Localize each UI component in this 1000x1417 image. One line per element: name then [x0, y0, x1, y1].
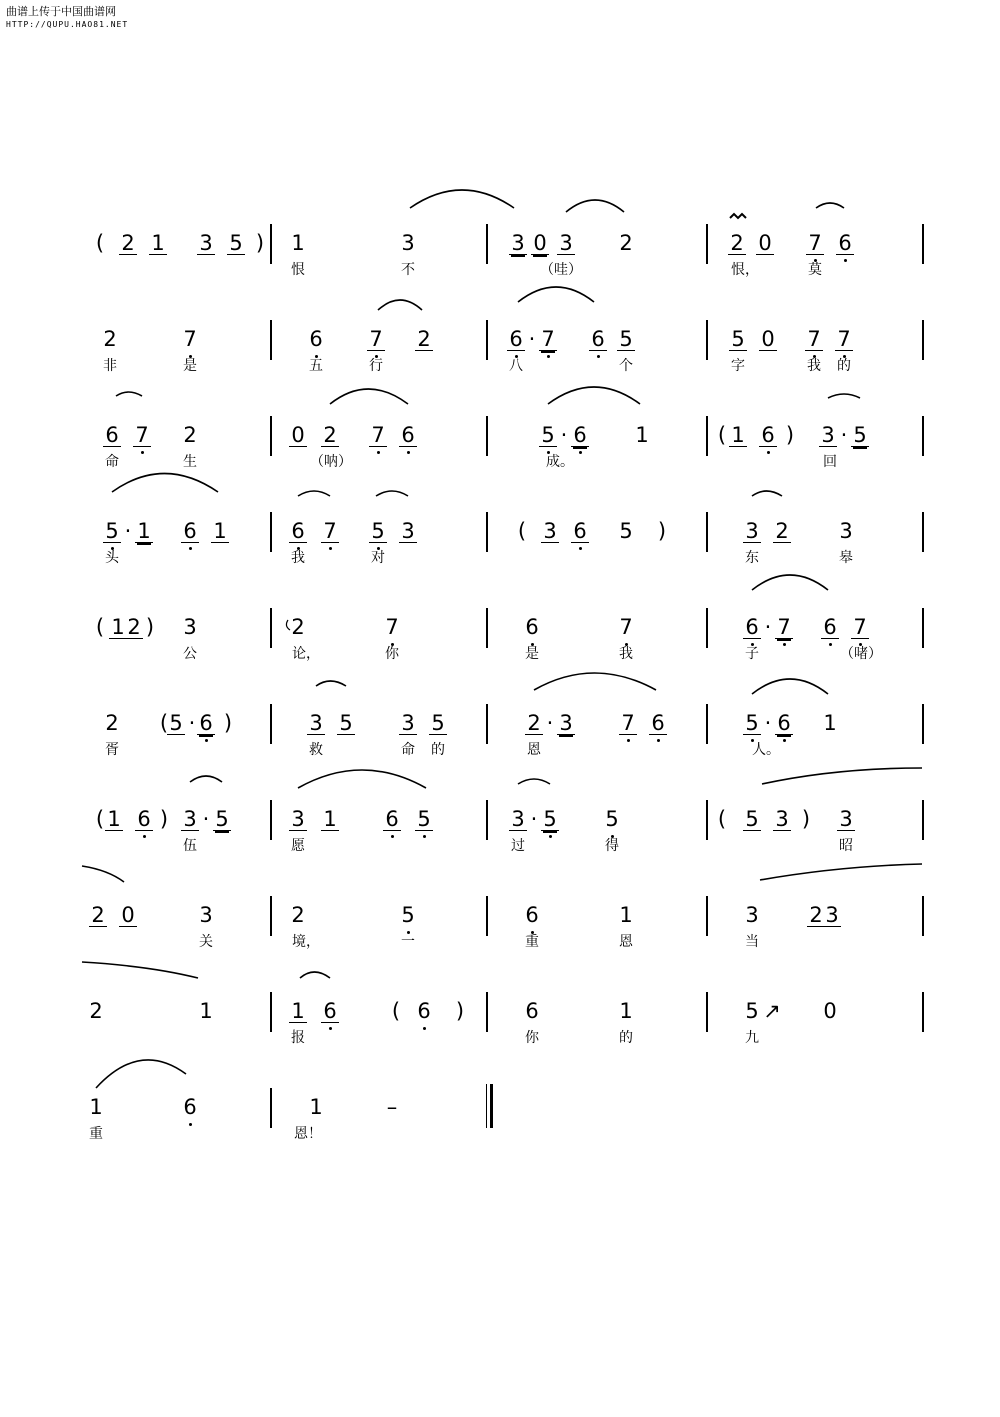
bar-line: [270, 224, 272, 264]
bar-line: [706, 416, 708, 456]
bar-line: [706, 320, 708, 360]
lyric: 个: [619, 358, 633, 374]
note: 2: [183, 423, 197, 447]
bar-line: [486, 320, 488, 360]
lyric: 命: [105, 454, 119, 470]
note: 2: [728, 232, 746, 255]
octave-dot: [547, 355, 550, 358]
note: 0: [823, 999, 837, 1023]
note: ): [801, 807, 811, 831]
note: 5: [743, 808, 761, 831]
bar-line: [270, 1088, 272, 1128]
note: 3: [399, 520, 417, 543]
final-bar-line: [486, 1084, 487, 1128]
note: 3: [197, 232, 215, 255]
bar-line: [270, 416, 272, 456]
lyric: 莫: [808, 262, 822, 278]
lyric: 重: [89, 1126, 103, 1142]
note: 3: [183, 615, 197, 639]
note: ·: [764, 615, 772, 639]
note: 7: [367, 328, 385, 351]
bar-line: [922, 224, 924, 264]
octave-dot: [767, 451, 770, 454]
octave-dot: [205, 739, 208, 742]
note: 0: [289, 424, 307, 447]
lyric: 得: [605, 838, 619, 854]
note: 1: [89, 1095, 103, 1119]
note: 2: [773, 520, 791, 543]
lyric: 过: [511, 838, 525, 854]
octave-dot: [579, 547, 582, 550]
note: 1: [211, 520, 229, 543]
note: 5: [541, 808, 559, 831]
note: 6: [525, 615, 539, 639]
octave-dot: [329, 547, 332, 550]
note: 2: [415, 328, 433, 351]
octave-dot: [844, 259, 847, 262]
note: 2: [619, 231, 633, 255]
note: 3: [837, 808, 855, 831]
lyric: 恩: [619, 934, 633, 950]
bar-line: [922, 416, 924, 456]
lyric: 对: [371, 550, 385, 566]
bar-line: [706, 800, 708, 840]
lyric: 不: [401, 262, 415, 278]
lyric: 命: [401, 742, 415, 758]
note: 5: [415, 808, 433, 831]
note: 6: [759, 424, 777, 447]
note: 5: [619, 519, 633, 543]
note: 3: [557, 232, 575, 255]
note: 1: [729, 424, 747, 447]
note: (: [95, 231, 105, 255]
note: ·: [840, 423, 848, 447]
bar-line: [922, 800, 924, 840]
note: 6: [571, 520, 589, 543]
note: 7: [539, 328, 557, 351]
note: 6: [836, 232, 854, 255]
note: 5: [617, 328, 635, 351]
octave-dot: [407, 451, 410, 454]
lyric: 愿: [291, 838, 305, 854]
bar-line: [270, 800, 272, 840]
note: 3: [181, 808, 199, 831]
lyric: 昭: [839, 838, 853, 854]
lyric: 是: [525, 646, 539, 662]
note: (: [95, 807, 105, 831]
lyric: 我: [619, 646, 633, 662]
note: 5: [401, 903, 415, 927]
note: ): [785, 423, 795, 447]
bar-line: [486, 704, 488, 744]
note: ·: [560, 423, 568, 447]
bar-line: [922, 512, 924, 552]
note: 3: [399, 712, 417, 735]
note: 3: [307, 712, 325, 735]
note: 2: [105, 711, 119, 735]
bar-line: [922, 320, 924, 360]
octave-dot: [329, 1027, 332, 1030]
note: 6: [589, 328, 607, 351]
note: 6: [417, 999, 431, 1023]
bar-line: [922, 704, 924, 744]
note: 5: [729, 328, 747, 351]
bar-line: [486, 416, 488, 456]
note: 7: [369, 424, 387, 447]
octave-dot: [783, 643, 786, 646]
lyric: 九: [745, 1030, 759, 1046]
lyric: 五: [309, 358, 323, 374]
note: 7: [385, 615, 399, 639]
note: 6: [383, 808, 401, 831]
note: ): [223, 711, 233, 735]
lyric: 我: [807, 358, 821, 374]
note: 2: [119, 232, 137, 255]
note: 1: [823, 711, 837, 735]
lyric: （哇）: [540, 262, 582, 278]
note: ·: [188, 711, 196, 735]
note: ): [159, 807, 169, 831]
lyric: 恩！: [294, 1126, 322, 1142]
note: 5: [337, 712, 355, 735]
note: 3: [509, 232, 527, 255]
note: 2: [291, 903, 305, 927]
note: 5: [745, 999, 759, 1023]
lyric: 东: [745, 550, 759, 566]
lyric: 论，: [292, 646, 320, 662]
note: 1: [199, 999, 213, 1023]
note: ): [657, 519, 667, 543]
note: 1: [289, 1000, 307, 1023]
note: 1: [619, 999, 633, 1023]
note: 5: [227, 232, 245, 255]
lyric: 头: [105, 550, 119, 566]
note: 6: [183, 1095, 197, 1119]
note: 6: [181, 520, 199, 543]
note: 2: [103, 327, 117, 351]
note: 7: [805, 328, 823, 351]
bar-line: [486, 992, 488, 1032]
note: (: [717, 807, 727, 831]
lyric: 生: [183, 454, 197, 470]
note: 5: [213, 808, 231, 831]
octave-dot: [391, 835, 394, 838]
note: 3: [745, 903, 759, 927]
bar-line: [486, 512, 488, 552]
octave-dot: [377, 451, 380, 454]
octave-dot: [189, 1123, 192, 1126]
note: 6: [309, 327, 323, 351]
note: 3: [839, 519, 853, 543]
bar-line: [706, 992, 708, 1032]
header-line1: 曲谱上传于中国曲谱网: [6, 5, 116, 18]
note: ·: [528, 327, 536, 351]
note: 1: [135, 520, 153, 543]
note: ·: [530, 807, 538, 831]
note: 3: [401, 231, 415, 255]
note: 6: [103, 424, 121, 447]
note: 6: [321, 1000, 339, 1023]
note: 7: [775, 616, 793, 639]
note: 7: [619, 712, 637, 735]
lyric: 你: [385, 646, 399, 662]
octave-dot: [423, 835, 426, 838]
octave-dot: [627, 739, 630, 742]
note: 5: [103, 520, 121, 543]
lyric: 报: [291, 1030, 305, 1046]
lyric: 胥: [105, 742, 119, 758]
octave-dot: [143, 835, 146, 838]
lyric: 子: [745, 646, 759, 662]
bar-line: [486, 896, 488, 936]
note: 6: [525, 999, 539, 1023]
note: 7: [851, 616, 869, 639]
note: 1: [291, 231, 305, 255]
note: 6: [775, 712, 793, 735]
note: (: [717, 423, 727, 447]
lyric: 当: [745, 934, 759, 950]
note: 5: [605, 807, 619, 831]
bar-line: [270, 896, 272, 936]
note: ): [255, 231, 265, 255]
bar-line: [922, 992, 924, 1032]
note: 7: [619, 615, 633, 639]
note: 2: [125, 616, 143, 639]
bar-line: [922, 896, 924, 936]
bar-line: [270, 512, 272, 552]
note: 2: [525, 712, 543, 735]
note: 7: [183, 327, 197, 351]
lyric: 回: [823, 454, 837, 470]
note: 0: [531, 232, 549, 255]
lyric: 救: [309, 742, 323, 758]
lyric: 恩: [527, 742, 541, 758]
lyric: 的: [619, 1030, 633, 1046]
note: 5: [369, 520, 387, 543]
note: ): [455, 999, 465, 1023]
lyric: 成。: [546, 454, 574, 470]
lyric: 伍: [183, 838, 197, 854]
lyric: 的: [431, 742, 445, 758]
octave-dot: [657, 739, 660, 742]
octave-dot: [549, 835, 552, 838]
octave-dot: [829, 643, 832, 646]
note: 3: [743, 520, 761, 543]
note: ·: [202, 807, 210, 831]
note: 2: [321, 424, 339, 447]
bar-line: [486, 800, 488, 840]
note: 1: [321, 808, 339, 831]
note: 6: [571, 424, 589, 447]
bar-line: [486, 608, 488, 648]
note: (: [159, 711, 169, 735]
lyric: 恨，: [731, 262, 759, 278]
final-bar-line: [490, 1084, 493, 1128]
note: 6: [649, 712, 667, 735]
note: 2: [291, 615, 305, 639]
lyric: 非: [103, 358, 117, 374]
note: 6: [507, 328, 525, 351]
note: 3: [289, 808, 307, 831]
note: –: [386, 1095, 398, 1119]
note: 5: [539, 424, 557, 447]
note: 3: [819, 424, 837, 447]
note: 2: [89, 904, 107, 927]
note: (: [95, 615, 105, 639]
note: 7: [133, 424, 151, 447]
header-line2: HTTP://QUPU.HAO81.NET: [6, 20, 129, 29]
lyric: （啫）: [840, 646, 882, 662]
note: (: [391, 999, 401, 1023]
bar-line: [922, 608, 924, 648]
note: ): [145, 615, 155, 639]
note: 3: [823, 904, 841, 927]
bar-line: [706, 608, 708, 648]
lyric: 你: [525, 1030, 539, 1046]
note: 6: [197, 712, 215, 735]
note: 5: [743, 712, 761, 735]
lyric: 一: [401, 934, 415, 950]
lyric: 人。: [752, 742, 780, 758]
lyric: 是: [183, 358, 197, 374]
lyric: 重: [525, 934, 539, 950]
bar-line: [270, 992, 272, 1032]
note: 6: [743, 616, 761, 639]
lyric: 的: [837, 358, 851, 374]
bar-line: [270, 704, 272, 744]
note: 6: [525, 903, 539, 927]
lyric: 恨: [291, 262, 305, 278]
lyric: 关: [199, 934, 213, 950]
note: 6: [821, 616, 839, 639]
note: 3: [557, 712, 575, 735]
note: 1: [109, 616, 127, 639]
lyric: 境，: [292, 934, 320, 950]
note: 6: [289, 520, 307, 543]
note: 1: [309, 1095, 323, 1119]
note: 6: [135, 808, 153, 831]
note: 2: [89, 999, 103, 1023]
note: ·: [764, 711, 772, 735]
note: 5: [851, 424, 869, 447]
lyric: （呐）: [310, 454, 352, 470]
bar-line: [706, 512, 708, 552]
note: 1: [635, 423, 649, 447]
note: 5: [429, 712, 447, 735]
note: 1: [149, 232, 167, 255]
lyric: 公: [183, 646, 197, 662]
note: 1: [105, 808, 123, 831]
lyric: 我: [291, 550, 305, 566]
bar-line: [486, 224, 488, 264]
note: 2: [807, 904, 825, 927]
note: 1: [619, 903, 633, 927]
note: 3: [541, 520, 559, 543]
bar-line: [270, 608, 272, 648]
bar-line: [706, 224, 708, 264]
note: 3: [773, 808, 791, 831]
bar-line: [270, 320, 272, 360]
note: 0: [756, 232, 774, 255]
note: 0: [759, 328, 777, 351]
note: 0: [119, 904, 137, 927]
note: 7: [321, 520, 339, 543]
octave-dot: [597, 355, 600, 358]
note: 3: [199, 903, 213, 927]
octave-dot: [189, 547, 192, 550]
octave-dot: [423, 1027, 426, 1030]
note: 7: [835, 328, 853, 351]
note: 7: [806, 232, 824, 255]
bar-line: [706, 896, 708, 936]
lyric: 皋: [839, 550, 853, 566]
lyric: 行: [369, 358, 383, 374]
octave-dot: [141, 451, 144, 454]
note: ↗: [763, 999, 781, 1023]
note: 5: [167, 712, 185, 735]
note: 6: [399, 424, 417, 447]
note: ·: [124, 519, 132, 543]
bar-line: [706, 704, 708, 744]
lyric: 字: [731, 358, 745, 374]
note: (: [517, 519, 527, 543]
note: ·: [546, 711, 554, 735]
lyric: 八: [509, 358, 523, 374]
note: 3: [509, 808, 527, 831]
